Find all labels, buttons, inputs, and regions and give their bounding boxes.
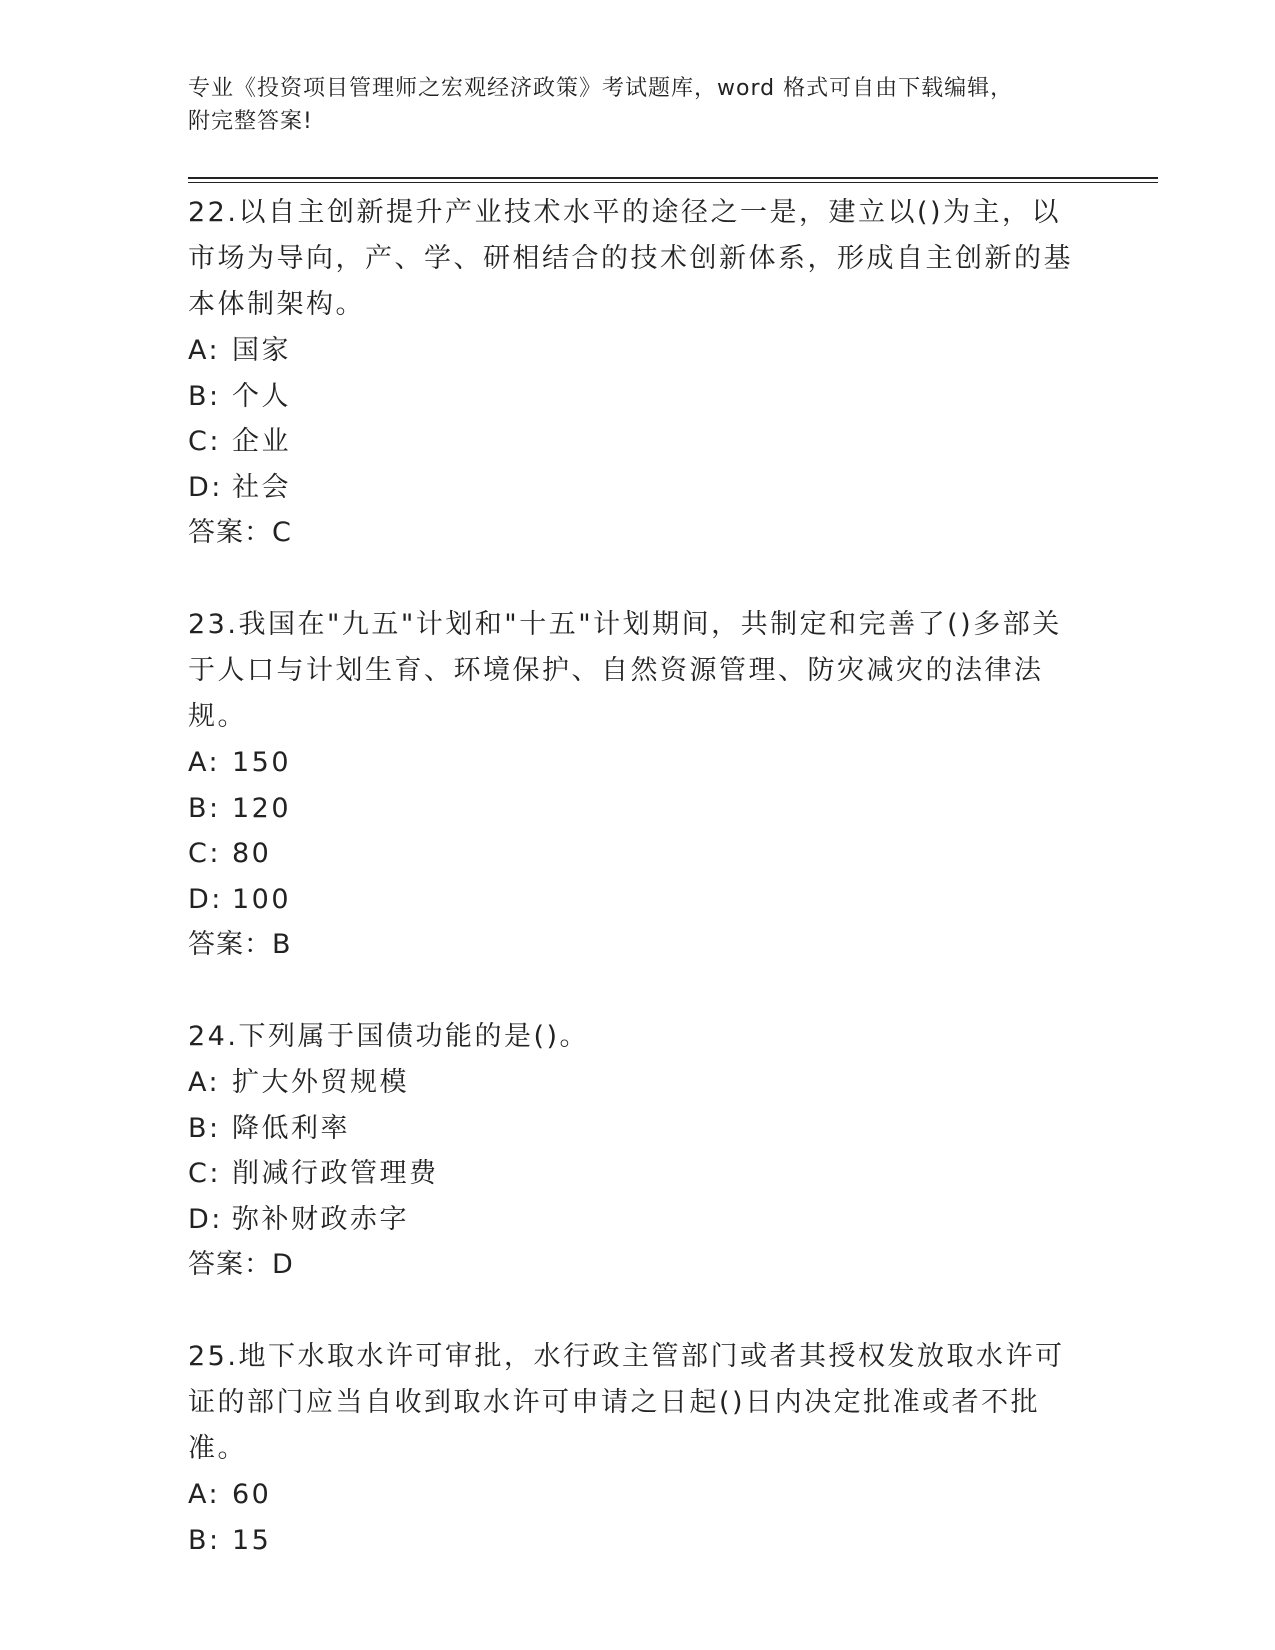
question-text <box>188 1334 1088 1472</box>
answer-option <box>188 1472 1088 1518</box>
header-line-1: 专业《投资项目管理师之宏观经济政策》考试题库，word 格式可自由下载编辑， <box>188 76 1014 101</box>
option-value: 扩大外贸规模 <box>232 1067 409 1098</box>
question-text <box>188 1014 1088 1060</box>
question-text <box>188 602 1088 740</box>
option-value: 60 <box>232 1479 272 1510</box>
option-value: 100 <box>232 883 292 915</box>
answer-option <box>188 1106 1088 1152</box>
answer-label: 答案： <box>188 1249 272 1280</box>
option-key: A: <box>188 335 221 366</box>
answer-option <box>188 786 1088 832</box>
question-item <box>188 602 1088 968</box>
question-number: 22. <box>188 197 239 228</box>
answer-line <box>188 510 1088 556</box>
answer-option <box>188 1151 1088 1197</box>
answer-option <box>188 1197 1088 1243</box>
option-value: 企业 <box>232 426 291 457</box>
option-key: B: <box>188 380 221 412</box>
option-key: A: <box>188 1479 221 1510</box>
option-key: B: <box>188 1112 221 1144</box>
question-item <box>188 190 1088 556</box>
question-item <box>188 1014 1088 1288</box>
option-value: 弥补财政赤字 <box>232 1203 409 1235</box>
question-number: 25. <box>188 1341 239 1372</box>
question-list <box>188 190 1088 1609</box>
option-value: 120 <box>232 792 292 824</box>
option-value: 国家 <box>232 335 291 366</box>
answer-option <box>188 831 1088 877</box>
document-header <box>188 72 1048 138</box>
answer-label: 答案： <box>188 929 272 960</box>
option-value: 社会 <box>232 471 291 503</box>
option-key: C: <box>188 426 221 457</box>
answer-option <box>188 419 1088 465</box>
question-stem: 以自主创新提升产业技术水平的途径之一是，建立以()为主，以市场为导向，产、学、研相结合的技术创新体系，形成自主创新的基本体制架构。 <box>188 197 1073 320</box>
question-stem: 下列属于国债功能的是()。 <box>238 1021 590 1052</box>
answer-option <box>188 465 1088 511</box>
option-value: 150 <box>232 747 292 778</box>
option-key: D: <box>188 883 223 915</box>
answer-option <box>188 1518 1088 1564</box>
question-stem: 我国在"九五"计划和"十五"计划期间，共制定和完善了()多部关于人口与计划生育、环境保护、自然资源管理、防灾减灾的法律法规。 <box>188 609 1062 732</box>
answer-line <box>188 922 1088 968</box>
option-value: 降低利率 <box>232 1112 350 1144</box>
answer-option <box>188 374 1088 420</box>
answer-value: C <box>272 517 292 548</box>
header-divider <box>188 177 1158 183</box>
answer-line <box>188 1242 1088 1288</box>
option-key: B: <box>188 1524 221 1556</box>
header-line-2: 附完整答案! <box>188 109 313 134</box>
option-value: 削减行政管理费 <box>232 1158 439 1189</box>
answer-option <box>188 1060 1088 1106</box>
question-number: 24. <box>188 1021 239 1052</box>
question-text <box>188 190 1088 328</box>
option-key: C: <box>188 838 221 869</box>
answer-value: B <box>272 929 292 960</box>
answer-option <box>188 877 1088 923</box>
answer-label: 答案： <box>188 517 272 548</box>
option-key: A: <box>188 747 221 778</box>
answer-option <box>188 740 1088 786</box>
option-value: 80 <box>232 838 272 869</box>
option-key: D: <box>188 1203 223 1235</box>
option-key: D: <box>188 471 223 503</box>
option-key: C: <box>188 1158 221 1189</box>
question-item <box>188 1334 1088 1563</box>
question-stem: 地下水取水许可审批，水行政主管部门或者其授权发放取水许可证的部门应当自收到取水许可申请之日起()日内决定批准或者不批准。 <box>188 1341 1065 1464</box>
answer-option <box>188 328 1088 374</box>
option-key: A: <box>188 1067 221 1098</box>
question-number: 23. <box>188 609 239 640</box>
answer-value: D <box>272 1249 294 1280</box>
option-key: B: <box>188 792 221 824</box>
option-value: 15 <box>232 1524 272 1556</box>
option-value: 个人 <box>232 380 291 412</box>
